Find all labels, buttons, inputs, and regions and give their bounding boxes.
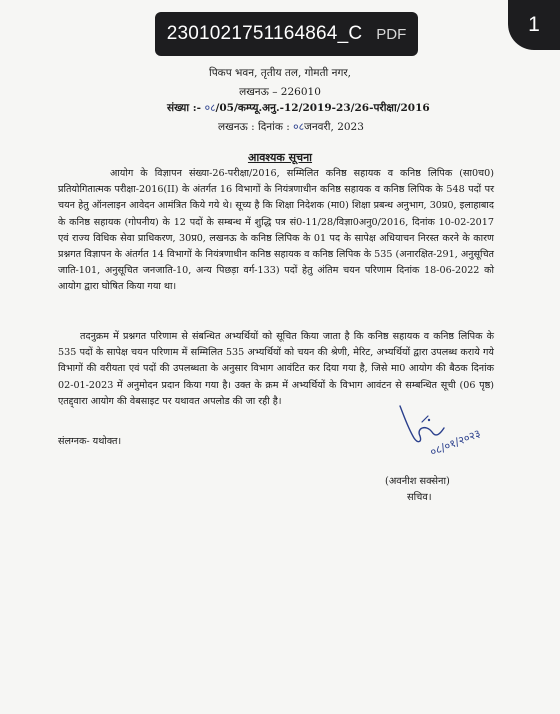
file-name: 2301021751164864_C	[166, 23, 363, 44]
date-handwritten-day: ०८	[293, 121, 305, 133]
date-line	[218, 120, 364, 134]
reference-handwritten-number: ०८	[204, 102, 216, 114]
handwritten-signature	[392, 398, 482, 478]
signatory-name: (अवनीश सक्सेना)	[385, 476, 450, 487]
notice-title: आवश्यक सूचना	[247, 151, 313, 164]
reference-number	[167, 101, 430, 115]
notice-paragraph-1: आयोग के विज्ञापन संख्या-26-परीक्षा/2016, सम्मिलित कनिष्ठ सहायक व कनिष्ठ लिपिक (सा0च0) प्रतियोगितात्मक परीक्षा-2016(II) के अंतर्गत 16 विभागों के नियंत्रणाधीन कनिष्ठ सहायक व कनिष्ठ लिपिक के 548 पदों पर चयन हेतु ऑनलाइन आवेदन आमंत्रित किये गये थे। सूच्य है कि शिक्षा निदेशक (मा0) शिक्षा प्रबन्ध अनुभाग, 30प्र0, इलाहाबाद के कनिष्ठ सहायक (गोपनीय) के 12 पदों के सम्बन्ध में शुद्धि पत्र सं0-11/28/विज्ञा0अनु0/2016, दिनांक 10-02-2017 एवं राज्य विधिक सेवा प्राधिकरण, 30प्र0, लखनऊ के कनिष्ठ लिपिक के 01 पद के सापेक्ष अधियाचन निरस्त करने के कारण प्रश्नगत विज्ञापन के अंतर्गत 14 विभागों के नियंत्रणाधीन कनिष्ठ सहायक व कनिष्ठ लिपिक के 535 (अनारक्षित-291, अनुसूचित जाति-101, अनुसूचित जनजाति-10, अन्य पिछड़ा वर्ग-133) पदों हेतु अंतिम चयन परिणाम दिनांक 18-06-2022 को आयोग द्वारा घोषित किया गया था।	[58, 168, 494, 293]
file-title-pill[interactable]	[155, 12, 418, 56]
date-prefix: लखनऊ : दिनांक :	[218, 121, 290, 133]
file-type-label: PDF	[376, 25, 407, 43]
letterhead-city: लखनऊ – 226010	[239, 86, 321, 98]
letterhead-address: पिकप भवन, तृतीय तल, गोमती नगर,	[209, 67, 351, 79]
enclosure-line: संलग्नक- यथोक्त।	[58, 436, 122, 447]
reference-rest: /05/कम्प्यू.अनु.-12/2019-23/26-परीक्षा/2016	[215, 102, 430, 114]
signature-date: ०८/०१/२०२३	[428, 426, 482, 459]
date-rest: जनवरी, 2023	[304, 121, 364, 133]
signatory-designation: सचिव।	[407, 492, 432, 503]
page-number-badge: 1	[508, 0, 560, 50]
reference-prefix: संख्या :-	[167, 102, 201, 114]
notice-paragraph-2: तदनुक्रम में प्रश्नगत परिणाम से संबन्धित अभ्यर्थियों को सूचित किया जाता है कि कनिष्ठ सहायक व कनिष्ठ लिपिक के 535 पदों के सापेक्ष चयन परिणाम में सम्मिलित 535 अभ्यर्थियों को चयन की श्रेणी, मेरिट, अभ्यर्थियों द्वारा उपलब्ध कराये गये विभागों की वरीयता एवं पदों की उपलब्धता के अनुसार विभाग आवंटित कर दिया गया है, जिसे मा0 आयोग की बैठक दिनांक 02-01-2023 में अनुमोदन प्रदान किया गया है। उक्त के क्रम में अभ्यर्थियों के विभाग आवंटन से सम्बन्धित सूची (06 पृष्ठ) एतद्द्वारा आयोग की वेबसाइट पर यथावत अपलोड की जा रही है।	[58, 331, 494, 407]
